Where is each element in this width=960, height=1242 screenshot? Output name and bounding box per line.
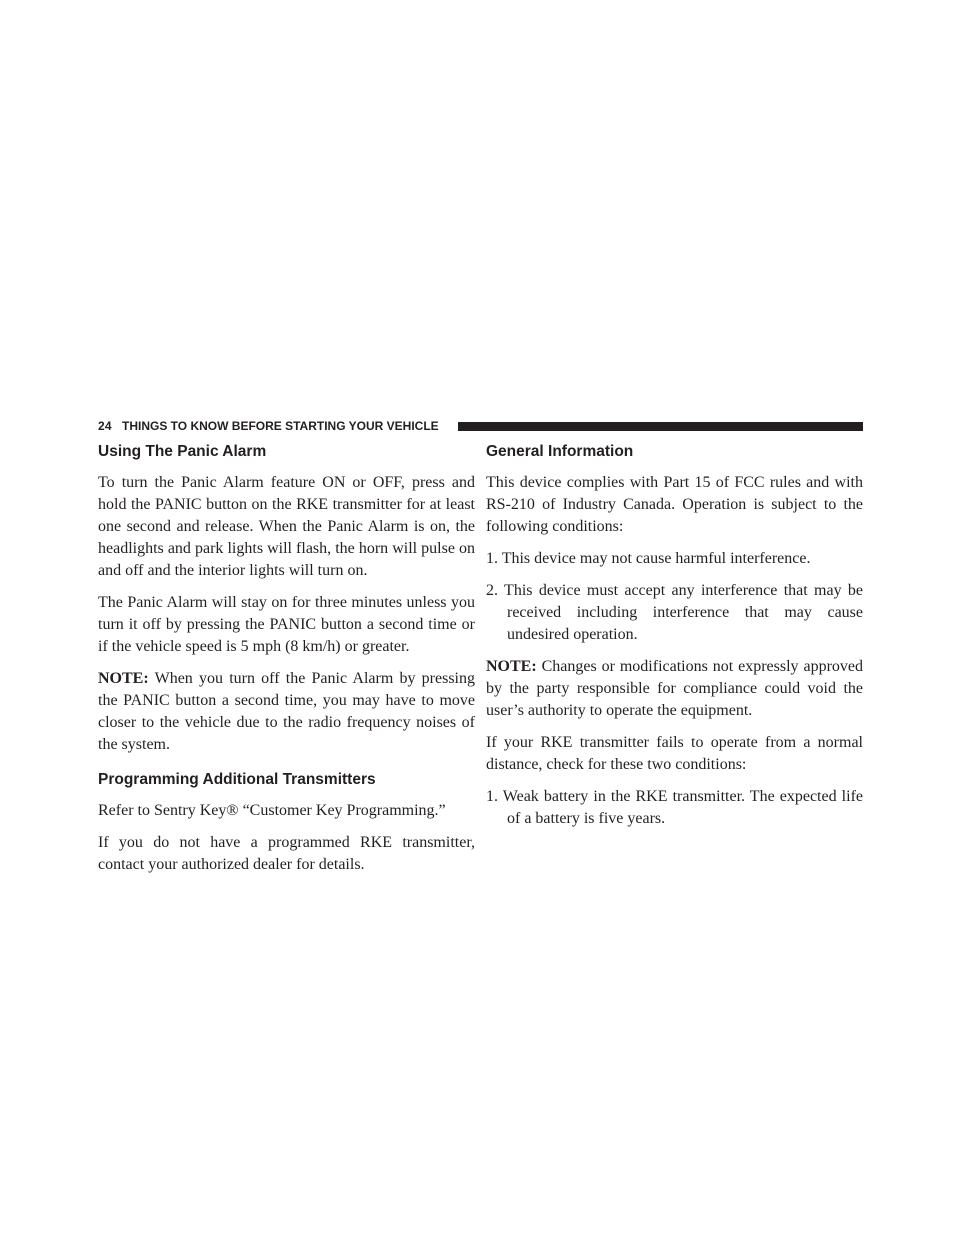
condition-item-2: 2. This device must accept any interference that may be received including interference that may cause undesired operation.	[486, 582, 863, 643]
header-rule	[458, 422, 863, 431]
programming-paragraph-2: If you do not have a programmed RKE transmitter, contact your authorized dealer for details.	[98, 834, 475, 873]
note-label: NOTE:	[486, 658, 537, 675]
page-number: 24	[98, 419, 112, 433]
section-title: THINGS TO KNOW BEFORE STARTING YOUR VEHICLE	[122, 419, 439, 433]
panic-alarm-paragraph-1: To turn the Panic Alarm feature ON or OFF, press and hold the PANIC button on the RKE transmitter for at least one second and release. When the Panic Alarm is on, the headlights and park lights will flash, the horn will pulse on and off and the interior lights will turn on.	[98, 474, 475, 579]
condition-item-1: 1. This device may not cause harmful interference.	[486, 550, 811, 567]
programming-paragraph-1: Refer to Sentry Key® “Customer Key Programming.”	[98, 802, 446, 819]
general-info-note	[486, 656, 863, 722]
check-item-1: 1. Weak battery in the RKE transmitter. The expected life of a battery is five years.	[486, 788, 863, 827]
panic-alarm-note	[98, 668, 475, 756]
note-text: When you turn off the Panic Alarm by pressing the PANIC button a second time, you may have to move closer to the vehicle due to the radio frequency noises of the system.	[98, 670, 475, 753]
heading-general-information: General Information	[486, 443, 634, 460]
note-text: Changes or modifications not expressly approved by the party responsible for compliance could void the user’s authority to operate the equipment.	[486, 658, 863, 719]
heading-programming-transmitters: Programming Additional Transmitters	[98, 771, 376, 788]
panic-alarm-paragraph-2: The Panic Alarm will stay on for three minutes unless you turn it off by pressing the PANIC button a second time or if the vehicle speed is 5 mph (8 km/h) or greater.	[98, 594, 475, 655]
page-header	[98, 416, 863, 436]
left-column	[98, 440, 475, 886]
heading-panic-alarm: Using The Panic Alarm	[98, 443, 267, 460]
general-info-paragraph-1: This device complies with Part 15 of FCC rules and with RS-210 of Industry Canada. Operation is subject to the following conditions:	[486, 474, 863, 535]
general-info-paragraph-2: If your RKE transmitter fails to operate from a normal distance, check for these two conditions:	[486, 734, 863, 773]
note-label: NOTE:	[98, 670, 149, 687]
right-column	[486, 440, 863, 840]
